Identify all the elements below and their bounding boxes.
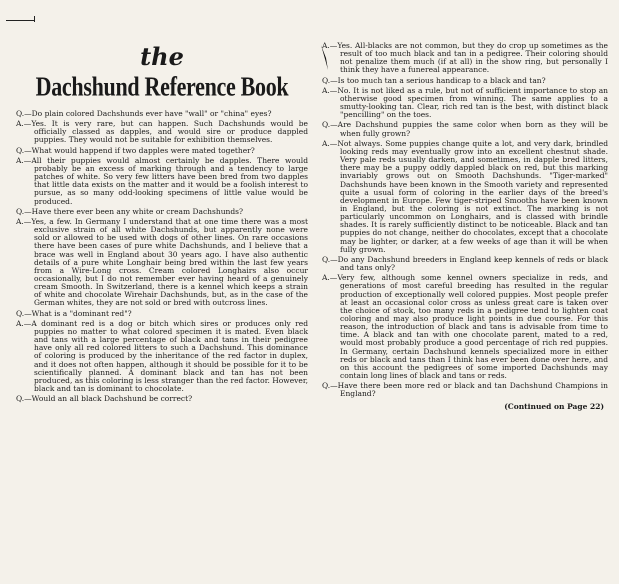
qa-tag: Q.— — [322, 120, 338, 130]
qa-tag: Q.— — [322, 75, 338, 85]
qa-tag: Q.— — [16, 394, 32, 404]
qa-tag: Q.— — [16, 145, 32, 155]
question-paragraph — [322, 121, 608, 137]
question-paragraph — [16, 208, 308, 216]
qa-text: All their puppies would almost certainly be dapples. There would probably be an excess of marking through and a tendency to large patches of white. So very few litters have been bred from two dapples that little data exists on the matter and it would be a foolish interest to pursue, as so many odd-looking specimens of little value would be produced. — [31, 155, 308, 206]
qa-text: Not always. Some puppies change quite a lot, and very dark, brindled looking reds may eventually grow into an excellent chestnut shade. Very pale reds usually darken, and sometimes, in dapple bred litters, there may be a puppy oddly dappled black on red, but this marking invariably grows out on Smooth Dachshunds. "Tiger-marked" Dachshunds have been known in the Smooth variety and represented quite a usual form of coloring in the earlier days of the breed's development in Europe. Few tiger-striped Smooths have been known in England, but the coloring is not extinct. The marking is not particularly uncommon on Longhairs, and is classed with brindle shades. It is rarely sufficiently distinct to be noticeable. Black and tan puppies do not change, neither do chocolates, except that a chocolate may be lighter, or darker, at a few weeks of age than it will be when fully grown. — [337, 138, 608, 254]
question-paragraph — [322, 256, 608, 272]
qa-tag: Q.— — [16, 109, 32, 118]
page-title: Dachshund Reference Book — [35, 70, 289, 102]
qa-text: What is a "dominant red"? — [31, 308, 132, 318]
qa-text: No. It is not liked as a rule, but not of sufficient importance to stop an otherwise good specimen from winning. The same applies to a smutty-looking tan. Clear, rich red tan is the best, with distinct black "pencilling" on the toes. — [337, 85, 608, 120]
right-column — [322, 0, 608, 411]
answer-paragraph — [16, 218, 308, 308]
qa-text: Do any Dachshund breeders in England keep kennels of reds or black and tans only? — [337, 254, 608, 273]
qa-tag: A.— — [16, 119, 32, 129]
qa-tag: A.— — [322, 85, 338, 95]
question-paragraph — [322, 382, 608, 398]
qa-text: Is too much tan a serious handicap to a black and tan? — [337, 75, 546, 85]
qa-text: Yes. It is very rare, but can happen. Such Dachshunds would be officially classed as dapples, and would sire or produce dappled puppies. They would not be suitable for exhibition themselves. — [31, 119, 308, 145]
answer-paragraph — [16, 320, 308, 393]
right-qa-list — [322, 42, 608, 399]
question-paragraph — [322, 77, 608, 85]
qa-text: Do plain colored Dachshunds ever have "wall" or "china" eyes? — [31, 109, 272, 118]
qa-tag: A.— — [322, 41, 338, 50]
qa-text: A dominant red is a dog or bitch which sires or produces only red puppies no matter to what colored specimen it is mated. Even black and tans with a large percentage of black and tans in their pedigree have only all red colored litters to such a Dachshund. This dominance of coloring is produced by the inheritance of the red factor in duplex, and it does not often happen, although it should be possible for it to be scientifically planned. A dominant black and tan has not been produced, as this coloring is less stranger than the red factor. However, black and tan is dominant to chocolate. — [31, 318, 308, 393]
qa-text: Would an all black Dachshund be correct? — [31, 394, 193, 404]
qa-tag: Q.— — [322, 381, 338, 391]
answer-paragraph — [322, 87, 608, 120]
qa-text: Yes. All-blacks are not common, but they do crop up sometimes as the result of too much black and tan in a pedigree. Their coloring should not penalize them much (if at all) in the show ring, but personally I think they have a funereal appearance. — [337, 41, 608, 75]
qa-text: Have there ever been any white or cream Dachshunds? — [31, 206, 244, 216]
right-column-top-spacer — [322, 0, 608, 42]
left-qa-list — [16, 110, 308, 403]
qa-tag: A.— — [16, 216, 32, 226]
qa-text: Are Dachshund puppies the same color when born as they will be when fully grown? — [337, 120, 608, 138]
answer-paragraph — [322, 140, 608, 254]
qa-tag: A.— — [16, 155, 32, 165]
answer-paragraph — [16, 157, 308, 206]
left-column — [16, 0, 308, 405]
qa-tag: A.— — [322, 273, 338, 283]
qa-tag: Q.— — [322, 254, 338, 264]
question-paragraph — [16, 310, 308, 318]
answer-paragraph — [16, 120, 308, 144]
title-the: the — [140, 42, 184, 71]
qa-text: Very few, although some kennel owners specialize in reds, and generations of most careful breeding has resulted in the regular production of exceptionally well colored puppies. Most people prefer at least an occasional color cross as unless great care is taken over the choice of stock, too many reds in a pedigree tend to lighten coat coloring and may also produce light points in due course. For this reason, the introduction of black and tans is advisable from time to time. A black and tan with one chocolate parent, mated to a red, would most probably produce a good percentage of rich red puppies. In Germany, certain Dachshund kennels specialized more in either reds or black and tans than I think has ever been done over here, and on this account the pedigrees of some imported Dachshunds may contain long lines of black and tans or reds. — [337, 273, 608, 381]
answer-paragraph — [322, 42, 608, 75]
qa-text: What would happend if two dapples were mated together? — [31, 145, 255, 155]
qa-text: Yes, a few. In Germany I understand that at one time there was a most exclusive strain of all white Dachshunds, but apparently none were sold or allowed to be used with dogs of other lines. On rare occasions there have been cases of pure white Dachshunds, and I believe that a brace was well in England about 30 years ago. I have also authentic details of a pure white Longhair being bred within the last few years from a Wire-Long cross. Cream colored Longhairs also occur occasionally, but I do not remember ever having heard of a genuinely cream Smooth. In Switzerland, there is a kennel which keeps a strain of white and chocolate Wirehair Dachshunds, but, as in the case of the German whites, they are not sold or bred with outcross lines. — [31, 216, 308, 308]
qa-tag: A.— — [16, 318, 32, 328]
question-paragraph — [16, 395, 308, 403]
question-paragraph — [16, 147, 308, 155]
continued-note: (Continued on Page 22) — [504, 401, 604, 411]
question-paragraph — [16, 110, 308, 118]
answer-paragraph — [322, 274, 608, 380]
qa-tag: Q.— — [16, 308, 32, 318]
qa-tag: A.— — [322, 138, 338, 148]
qa-tag: Q.— — [16, 206, 32, 216]
qa-text: Have there been more red or black and tan Dachshund Champions in England? — [337, 381, 608, 399]
